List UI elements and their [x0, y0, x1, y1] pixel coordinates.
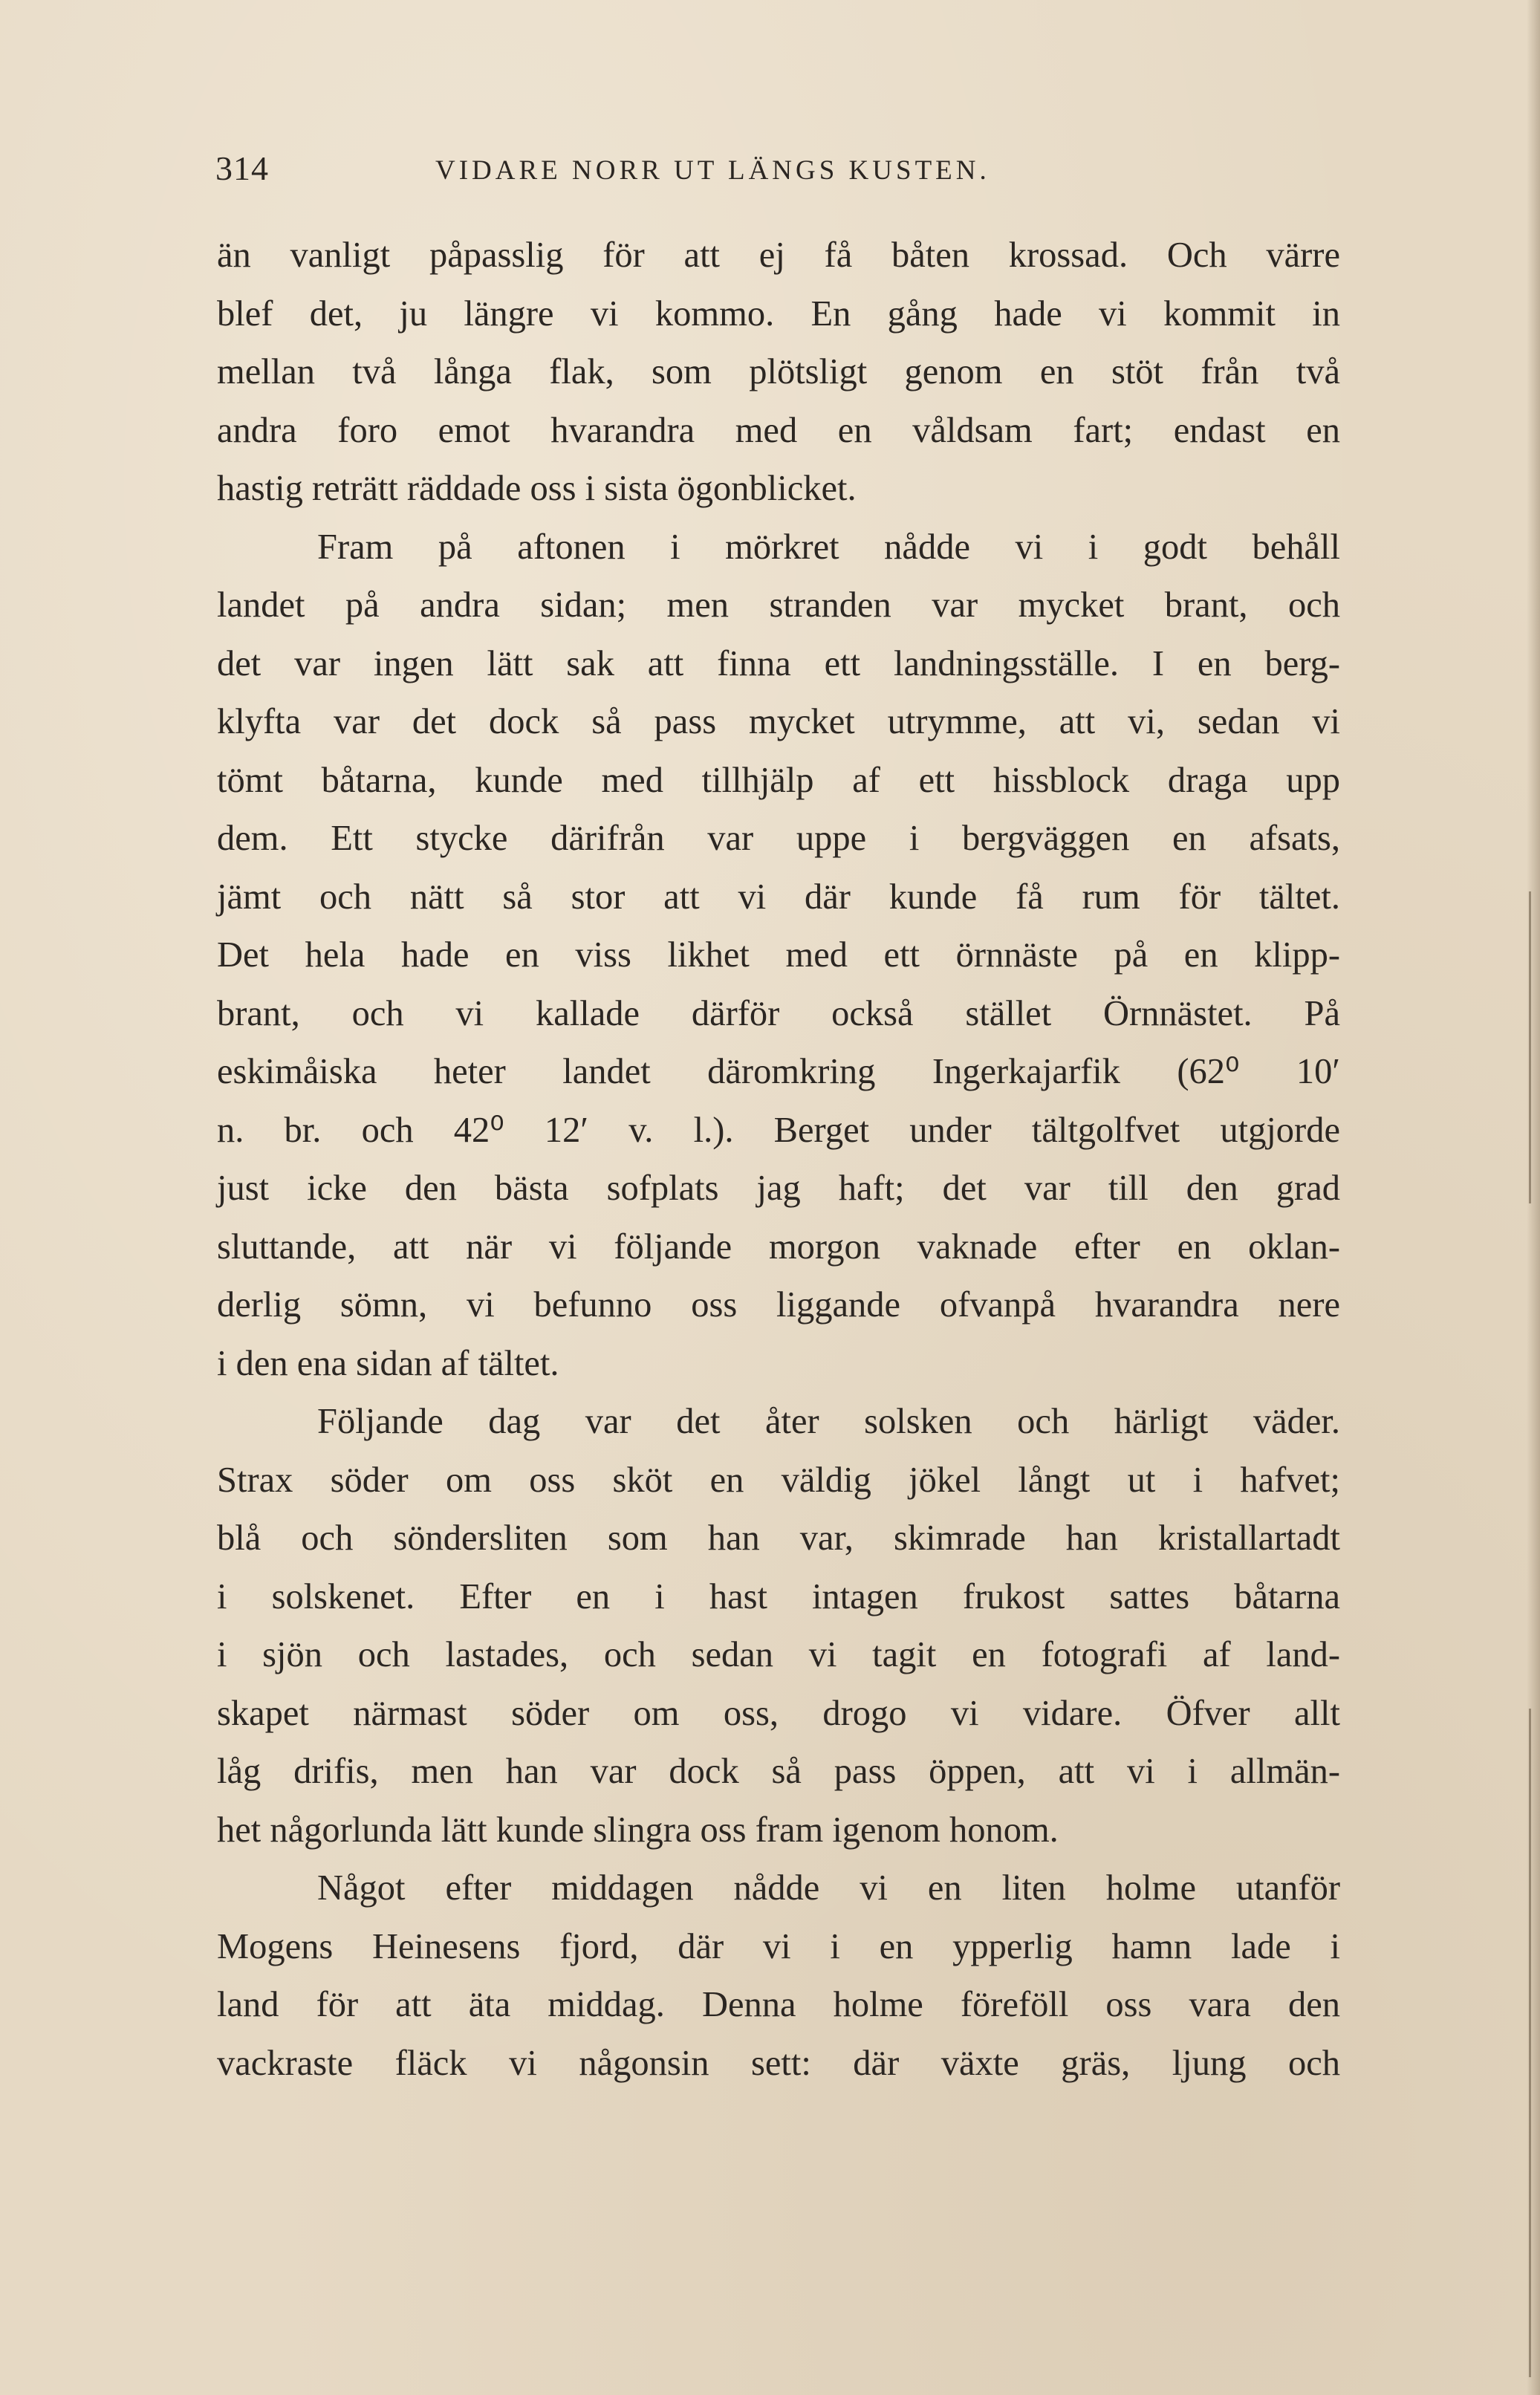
text-line: blef det, ju längre vi kommo. En gång hade vi kommit in	[217, 293, 1340, 334]
text-line: n. br. och 42⁰ 12′ v. l.). Berget under tältgolfvet utgjorde	[217, 1110, 1340, 1150]
running-head: VIDARE NORR UT LÄNGS KUSTEN.	[435, 155, 990, 186]
text-line: sluttande, att när vi följande morgon vaknade efter en oklan-	[217, 1226, 1340, 1267]
page-edge-mark	[1529, 891, 1531, 1203]
text-line: het någorlunda lätt kunde slingra oss fram igenom honom.	[217, 1810, 1059, 1850]
body-text	[217, 227, 1340, 2093]
text-line: i solskenet. Efter en i hast intagen frukost sattes båtarna	[217, 1576, 1340, 1616]
text-line: just icke den bästa sofplats jag haft; det var till den grad	[217, 1169, 1340, 1208]
text-line: derlig sömn, vi befunno oss liggande ofvanpå hvarandra nere	[217, 1285, 1340, 1325]
text-line: dem. Ett stycke därifrån var uppe i bergväggen en afsats,	[217, 819, 1340, 858]
text-line: brant, och vi kallade därför också stället Örnnästet. På	[217, 993, 1340, 1033]
text-line: klyfta var det dock så pass mycket utrymme, att vi, sedan vi	[217, 702, 1340, 741]
text-line: vackraste fläck vi någonsin sett: där växte gräs, ljung och	[217, 2043, 1340, 2083]
text-line: än vanligt påpasslig för att ej få båten krossad. Och värre	[217, 235, 1340, 275]
text-line: jämt och nätt så stor att vi där kunde få rum för tältet.	[217, 877, 1340, 917]
text-line: andra foro emot hvarandra med en våldsam fart; endast en	[217, 410, 1340, 450]
text-line: i den ena sidan af tältet.	[217, 1343, 559, 1383]
text-line: mellan två långa flak, som plötsligt genom en stöt från två	[217, 352, 1340, 391]
text-line: i sjön och lastades, och sedan vi tagit en fotografi af land-	[217, 1635, 1340, 1674]
text-line: skapet närmast söder om oss, drogo vi vidare. Öfver allt	[217, 1693, 1340, 1733]
text-line: låg drifis, men han var dock så pass öppen, att vi i allmän-	[217, 1752, 1340, 1791]
text-line: land för att äta middag. Denna holme föreföll oss vara den	[217, 1985, 1340, 2024]
text-line: Något efter middagen nådde vi en liten holme utanför	[317, 1868, 1340, 1908]
text-line: Det hela hade en viss likhet med ett örnnäste på en klipp-	[217, 935, 1340, 975]
text-line: eskimåiska heter landet däromkring Ingerkajarfik (62⁰ 10′	[217, 1052, 1340, 1091]
text-line: blå och söndersliten som han var, skimrade han kristallartadt	[217, 1518, 1340, 1558]
text-line: det var ingen lätt sak att finna ett landningsställe. I en berg-	[217, 643, 1340, 683]
text-line: tömt båtarna, kunde med tillhjälp af ett hissblock draga upp	[217, 760, 1340, 800]
page-number: 314	[215, 149, 269, 187]
text-line: Mogens Heinesens fjord, där vi i en ypperlig hamn lade i	[217, 1926, 1340, 1966]
text-line: landet på andra sidan; men stranden var mycket brant, och	[217, 585, 1340, 625]
page-header	[215, 149, 1345, 201]
page-edge-mark	[1529, 1709, 1531, 2377]
text-line: Följande dag var det åter solsken och härligt väder.	[317, 1402, 1340, 1441]
text-line: Fram på aftonen i mörkret nådde vi i godt behåll	[317, 527, 1340, 567]
text-line: hastig reträtt räddade oss i sista ögonblicket.	[217, 469, 857, 508]
text-line: Strax söder om oss sköt en väldig jökel långt ut i hafvet;	[217, 1460, 1340, 1500]
